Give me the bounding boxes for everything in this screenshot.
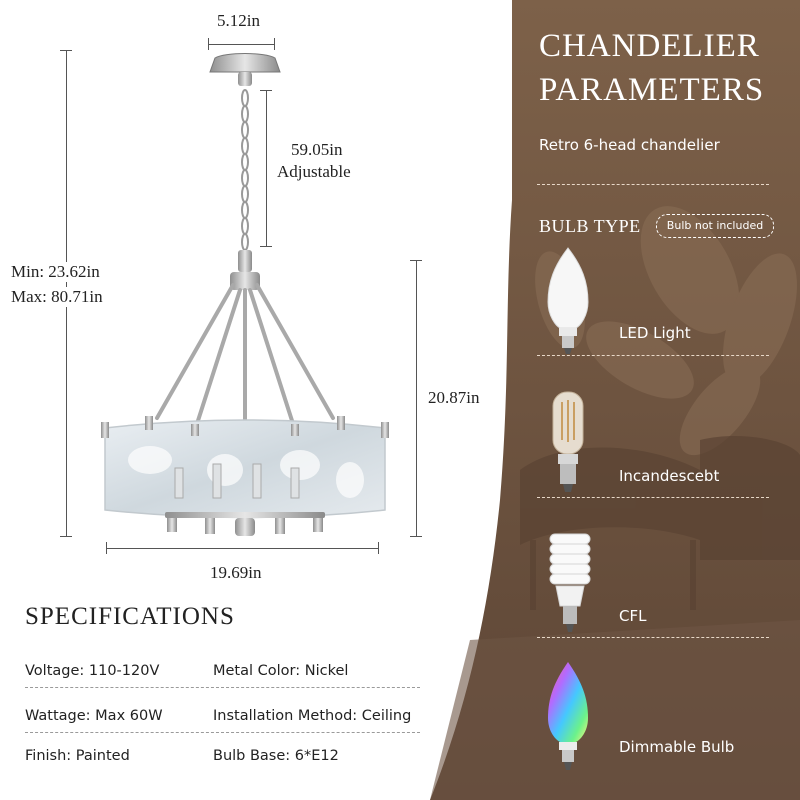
shade-height-line	[416, 260, 417, 536]
spec-voltage: Voltage: 110-120V	[25, 663, 160, 679]
bulb-type-heading: BULB TYPE	[539, 216, 641, 236]
incandescent-bulb-icon	[550, 388, 586, 496]
width-label: 19.69in	[210, 563, 262, 582]
chain-length-tick-top	[260, 90, 272, 91]
width-tick-left	[106, 542, 107, 554]
divider	[537, 497, 769, 498]
min-height-label: Min: 23.62in	[11, 262, 100, 281]
divider	[537, 637, 769, 638]
spec-finish: Finish: Painted	[25, 748, 130, 764]
bulb-label-incandescent: Incandescebt	[619, 467, 720, 485]
spec-wattage: Wattage: Max 60W	[25, 708, 163, 724]
canopy-width-tick-right	[274, 38, 275, 50]
shade-height-label: 20.87in	[428, 388, 480, 407]
canopy-width-line	[208, 44, 274, 45]
rgb-dimmable-bulb-icon	[546, 660, 590, 772]
chain-length-label: 59.05in	[291, 140, 343, 159]
chain-length-line	[266, 90, 267, 246]
panel-title-line2: PARAMETERS	[539, 72, 765, 108]
divider	[537, 184, 769, 185]
canopy-width-tick-left	[208, 38, 209, 50]
shade-height-tick-top	[410, 260, 422, 261]
bulb-not-included-badge: Bulb not included	[656, 214, 774, 238]
bulb-label-led: LED Light	[619, 324, 691, 342]
max-height-label: Max: 80.71in	[11, 287, 103, 306]
specifications-title: SPECIFICATIONS	[25, 603, 235, 630]
width-line	[106, 548, 378, 549]
chandelier-illustration	[95, 40, 395, 550]
cfl-bulb-icon	[546, 528, 594, 636]
spec-row	[25, 746, 420, 772]
spec-bulb-base: Bulb Base: 6*E12	[213, 748, 339, 764]
divider	[537, 355, 769, 356]
canopy-width-label: 5.12in	[217, 11, 260, 30]
panel-title-line1: CHANDELIER	[539, 28, 760, 64]
overall-height-tick-bottom	[60, 536, 72, 537]
bulb-label-dimmable: Dimmable Bulb	[619, 738, 735, 756]
panel-subtitle: Retro 6-head chandelier	[539, 136, 720, 154]
spec-metal-color: Metal Color: Nickel	[213, 663, 349, 679]
overall-height-tick-top	[60, 50, 72, 51]
led-bulb-icon	[546, 246, 590, 356]
bulb-label-cfl: CFL	[619, 607, 647, 625]
width-tick-right	[378, 542, 379, 554]
shade-height-tick-bottom	[410, 536, 422, 537]
spec-row	[25, 661, 420, 688]
chain-adjustable-label: Adjustable	[277, 162, 351, 181]
spec-row	[25, 706, 420, 733]
chain-length-tick-bottom	[260, 246, 272, 247]
spec-installation-method: Installation Method: Ceiling	[213, 708, 412, 724]
